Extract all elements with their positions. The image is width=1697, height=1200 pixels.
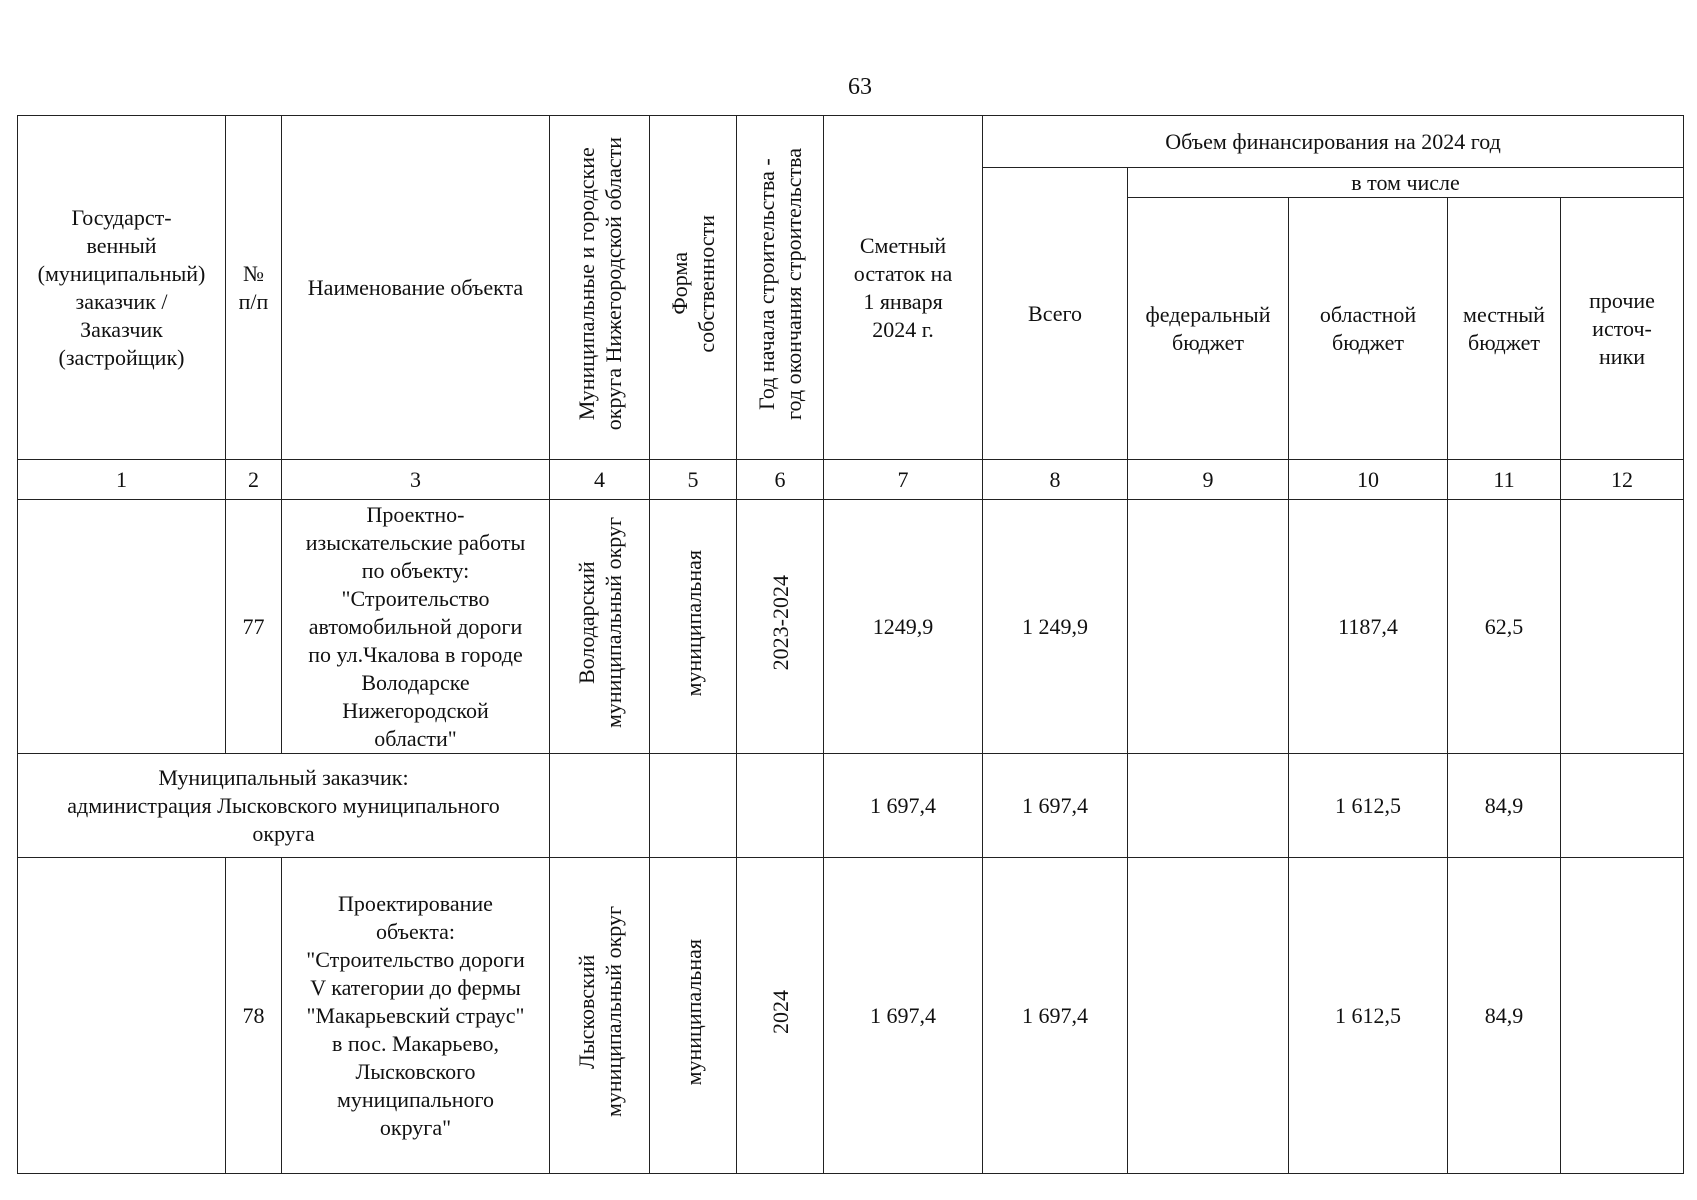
row-77-regional: 1187,4	[1289, 500, 1448, 754]
row-78-federal	[1128, 858, 1289, 1174]
row-78-years-text: 2024	[767, 990, 793, 1034]
header-districts-text: Муниципальные и городские округа Нижегородской области	[573, 137, 626, 431]
header-total-text: Всего	[1028, 300, 1082, 326]
column-number: 2	[226, 460, 282, 500]
row-77-local: 62,5	[1448, 500, 1561, 754]
header-customer	[18, 116, 226, 460]
row-78-num: 78	[226, 858, 282, 1174]
header-regional	[1289, 198, 1448, 460]
group-local: 84,9	[1448, 754, 1561, 858]
group-years	[737, 754, 824, 858]
column-number: 11	[1448, 460, 1561, 500]
column-number: 4	[550, 460, 650, 500]
column-number: 5	[650, 460, 737, 500]
header-funding-title-text: Объем финансирования на 2024 год	[1165, 128, 1501, 154]
header-federal-text: федеральный бюджет	[1145, 301, 1271, 355]
group-total: 1 697,4	[983, 754, 1128, 858]
row-78-remainder: 1 697,4	[824, 858, 983, 1174]
row-78-other	[1561, 858, 1684, 1174]
header-customer-text: Государст- венный (муниципальный) заказчик / Заказчик (застройщик)	[37, 204, 206, 370]
row-78-years	[737, 858, 824, 1174]
group-district	[550, 754, 650, 858]
table-row	[18, 858, 1684, 1174]
column-number: 3	[282, 460, 550, 500]
column-number: 8	[983, 460, 1128, 500]
column-number: 7	[824, 460, 983, 500]
row-77-customer	[18, 500, 226, 754]
header-num-text: № п/п	[238, 260, 269, 314]
column-number: 10	[1289, 460, 1448, 500]
group-ownership	[650, 754, 737, 858]
row-77-other	[1561, 500, 1684, 754]
column-number: 1	[18, 460, 226, 500]
row-78-local: 84,9	[1448, 858, 1561, 1174]
row-77-ownership-text: муниципальная	[680, 549, 706, 697]
header-years-text: Год начала строительства - год окончания строительства	[754, 148, 806, 420]
row-77-district	[550, 500, 650, 754]
row-77-name-text: Проектно- изыскательские работы по объекту: "Строительство автомобильной дороги по ул.Чкалова в городе Володарске Нижегородской области"	[305, 501, 526, 751]
row-77-num: 77	[226, 500, 282, 754]
investment-table	[17, 115, 1684, 1174]
row-78-total: 1 697,4	[983, 858, 1128, 1174]
header-regional-text: областной бюджет	[1319, 301, 1417, 355]
header-num	[226, 116, 282, 460]
group-customer-label	[18, 754, 550, 858]
row-77-total: 1 249,9	[983, 500, 1128, 754]
column-number: 9	[1128, 460, 1289, 500]
header-remainder	[824, 116, 983, 460]
header-ownership	[650, 116, 737, 460]
row-78-name-text: Проектирование объекта: "Строительство дороги V категории до фермы "Макарьевский страус" в пос. Макарьево, Лысковского муниципального округа"	[306, 890, 525, 1140]
row-77-district-text: Володарский муниципальный округ	[573, 517, 626, 729]
header-ownership-text: Форма собственности	[667, 215, 719, 353]
header-including-text: в том числе	[1351, 169, 1460, 195]
row-78-ownership-text: муниципальная	[680, 938, 706, 1086]
header-object-name-text: Наименование объекта	[307, 274, 524, 300]
row-77-years	[737, 500, 824, 754]
header-funding-title	[983, 116, 1684, 168]
row-77-federal	[1128, 500, 1289, 754]
header-years	[737, 116, 824, 460]
header-other	[1561, 198, 1684, 460]
row-77-remainder: 1249,9	[824, 500, 983, 754]
page-number: 63	[848, 74, 872, 100]
row-78-customer	[18, 858, 226, 1174]
group-regional: 1 612,5	[1289, 754, 1448, 858]
column-number: 12	[1561, 460, 1684, 500]
group-customer-label-text: Муниципальный заказчик: администрация Лысковского муниципального округа	[67, 764, 500, 846]
header-total	[983, 168, 1128, 460]
row-78-regional: 1 612,5	[1289, 858, 1448, 1174]
header-remainder-text: Сметный остаток на 1 января 2024 г.	[853, 232, 953, 342]
row-77-years-text: 2023-2024	[767, 575, 793, 671]
customer-group-row	[18, 754, 1684, 858]
column-number: 6	[737, 460, 824, 500]
header-including	[1128, 168, 1684, 198]
header-object-name	[282, 116, 550, 460]
group-federal	[1128, 754, 1289, 858]
header-federal	[1128, 198, 1289, 460]
row-78-district-text: Лысковский муниципальный округ	[573, 906, 626, 1118]
row-78-district	[550, 858, 650, 1174]
group-remainder: 1 697,4	[824, 754, 983, 858]
row-77-name	[282, 500, 550, 754]
header-local	[1448, 198, 1561, 460]
group-other	[1561, 754, 1684, 858]
row-78-ownership	[650, 858, 737, 1174]
row-78-name	[282, 858, 550, 1174]
header-local-text: местный бюджет	[1463, 301, 1545, 355]
row-77-ownership	[650, 500, 737, 754]
column-number-row	[18, 460, 1684, 500]
header-other-text: прочие источ- ники	[1589, 287, 1655, 369]
table-row	[18, 500, 1684, 754]
header-districts	[550, 116, 650, 460]
